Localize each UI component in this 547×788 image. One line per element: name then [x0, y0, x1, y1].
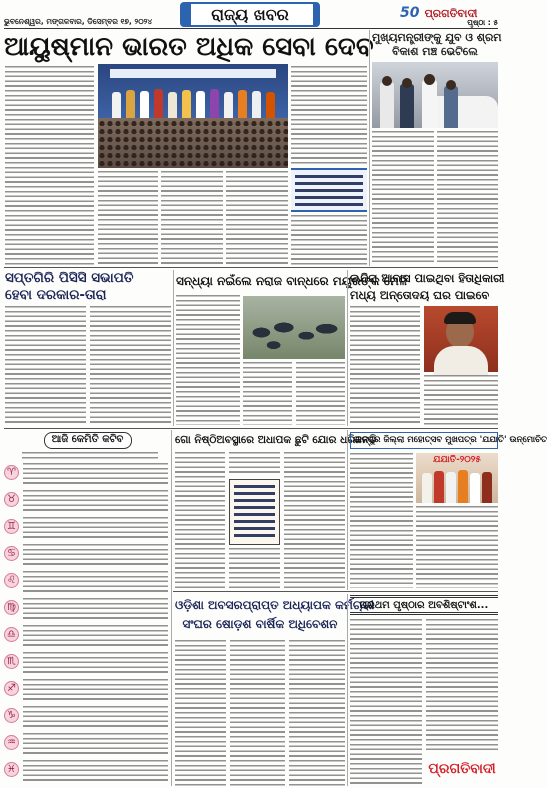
horoscope-text [23, 490, 168, 512]
horoscope-list [0, 0, 171, 788]
horoscope-entry [4, 759, 168, 783]
column-rule [347, 270, 348, 426]
horoscope-entry [4, 516, 168, 540]
body-text [175, 452, 225, 588]
pull-quote-text [295, 175, 363, 206]
yayati-photo [416, 453, 498, 503]
body-text [289, 640, 345, 786]
anniversary-number: 50 [400, 5, 420, 21]
middle-headline: ଗୋ ନିଷ୍ଠିଅବସ୍ଥାରେ ଅଧାପକ ଛୁଟି ଯୋର ଧରିଛନ୍ତି [175, 434, 377, 446]
page-number: ପୃଷ୍ଠା : ୫ [467, 18, 498, 27]
horoscope-entry [4, 462, 168, 486]
lead-headline: ଆୟୁଷ୍ମାନ ଭାରତ ଅଧିକ ସେବା ଦେବ [4, 32, 374, 62]
libra-icon: ♎ [4, 627, 19, 642]
housing-headline-line2: ମଧ୍ୟ ଅନ୍ତୋଦୟ ଘର ପାଇବେ [350, 288, 490, 302]
horoscope-text [23, 652, 168, 674]
body-text [175, 640, 226, 786]
column-rule [171, 430, 172, 786]
horoscope-text [23, 706, 168, 728]
body-text [416, 506, 498, 588]
pcc-headline-line2: ହେବା ଦରକାର-ତାରା [5, 287, 107, 303]
footer-logo: ପ୍ରଗତିବାଦୀ [428, 761, 496, 777]
aquarius-icon: ♒ [4, 735, 19, 750]
portrait-photo [424, 306, 498, 372]
housing-headline-line1: ଇନ୍ଦିରା ଆବାସ ପାଇଥିବା ହିତାଧିକାରୀ [350, 271, 505, 285]
horoscope-entry [4, 489, 168, 513]
cm-meeting-headline-line2: ବିକାଶ ମଞ୍ଚ ଭେଟିଲେ [392, 45, 478, 58]
horoscope-entry [4, 678, 168, 702]
gemini-icon: ♊ [4, 519, 19, 534]
section-title: ରାଜ୍ୟ ଖବର [211, 5, 289, 24]
body-text [229, 548, 280, 588]
peacock-photo [243, 296, 345, 359]
horoscope-text [23, 571, 168, 593]
horoscope-entry [4, 705, 168, 729]
horoscope-entry [4, 570, 168, 594]
body-text [291, 215, 367, 265]
horoscope-text [23, 625, 168, 647]
peacock-headline: ସନ୍ଧ୍ୟା ନଇଁଲେ ନରାଜ ବାନ୍ଧରେ ମୟୂରଙ୍କ ମେଳି [176, 274, 408, 288]
section-rule [173, 591, 498, 592]
horoscope-text [23, 679, 168, 701]
body-text [437, 131, 498, 265]
retired-staff-headline-line2: ସଂଘର ଷୋଡ଼ଶ ବାର୍ଷିକ ଅଧିବେଶନ [182, 617, 338, 631]
body-text [176, 295, 240, 425]
continued-title: ପ୍ରଥମ ପୃଷ୍ଠାର ଅବଶିଷ୍ଟାଂଶ... [350, 595, 498, 615]
pcc-headline-line1: ସପ୍ତଗିରି ପିସିସି ସଭାପତି [5, 270, 134, 286]
virgo-icon: ♍ [4, 600, 19, 615]
cancer-icon: ♋ [4, 546, 19, 561]
horoscope-entry [4, 597, 168, 621]
horoscope-entry [4, 543, 168, 567]
body-text [291, 66, 367, 165]
taurus-icon: ♉ [4, 492, 19, 507]
body-text [284, 452, 345, 588]
body-text [226, 171, 288, 265]
body-text [243, 362, 292, 425]
column-rule [173, 270, 174, 426]
cm-meeting-headline [372, 31, 502, 61]
horoscope-text [23, 517, 168, 539]
body-text [350, 453, 413, 588]
pisces-icon: ♓ [4, 762, 19, 777]
aries-icon: ♈ [4, 465, 19, 480]
column-rule [347, 430, 348, 590]
column-rule [347, 594, 348, 786]
retired-staff-headline-line1: ଓଡ଼ିଶା ଅବସରପ୍ରାପ୍ତ ଅଧ୍ୟାପକ କର୍ମଚାରୀ [175, 598, 375, 612]
sagittarius-icon: ♐ [4, 681, 19, 696]
column-rule [369, 30, 370, 266]
horoscope-text [23, 760, 168, 782]
capricorn-icon: ♑ [4, 708, 19, 723]
horoscope-entry [4, 732, 168, 756]
body-text [350, 619, 422, 786]
horoscope-text [23, 733, 168, 755]
retired-staff-headline [175, 596, 375, 634]
yayati-headline: ଯାଜପୁର ଜିଲ୍ଲା ମହୋତ୍ସବ ମୁଖପତ୍ର 'ଯଯାତି' ଉନ୍ମୋଚିତ [350, 432, 498, 449]
date-line: ଭୁବନେଶ୍ୱର, ମଙ୍ଗଳବାର, ଡିସେମ୍ବର ୧୭, ୨୦୨୪ [4, 17, 153, 26]
leo-icon: ♌ [4, 573, 19, 588]
pull-quote [291, 168, 367, 212]
body-text [424, 375, 498, 425]
housing-headline [350, 270, 505, 304]
body-text [426, 619, 498, 753]
body-text [229, 452, 280, 476]
body-text [296, 362, 345, 425]
horoscope-text [23, 598, 168, 620]
horoscope-text [23, 463, 168, 485]
cm-meeting-headline-line1: ମୁଖ୍ୟମନ୍ତ୍ରୀଙ୍କୁ ଯୁବ ଓ ଶ୍ରମ [372, 31, 502, 44]
horoscope-entry [4, 651, 168, 675]
horoscope-entry [4, 624, 168, 648]
scorpio-icon: ♏ [4, 654, 19, 669]
horoscope-title: ଆଜି କେମିତି କଟିବ [51, 434, 124, 445]
section-banner [180, 2, 320, 27]
yayati-photo-banner: ଯଯାତି-୨୦୨୫ [433, 455, 481, 465]
brand-name: ପ୍ରଗତିବାଦୀ [424, 7, 478, 20]
middle-pull-box [229, 479, 280, 545]
body-text [372, 131, 434, 265]
brand-logo [400, 2, 498, 21]
horoscope-text [23, 544, 168, 566]
cm-meeting-photo [372, 62, 498, 128]
body-text [350, 306, 420, 425]
body-text [230, 640, 285, 786]
middle-pull-box-text [234, 485, 275, 539]
